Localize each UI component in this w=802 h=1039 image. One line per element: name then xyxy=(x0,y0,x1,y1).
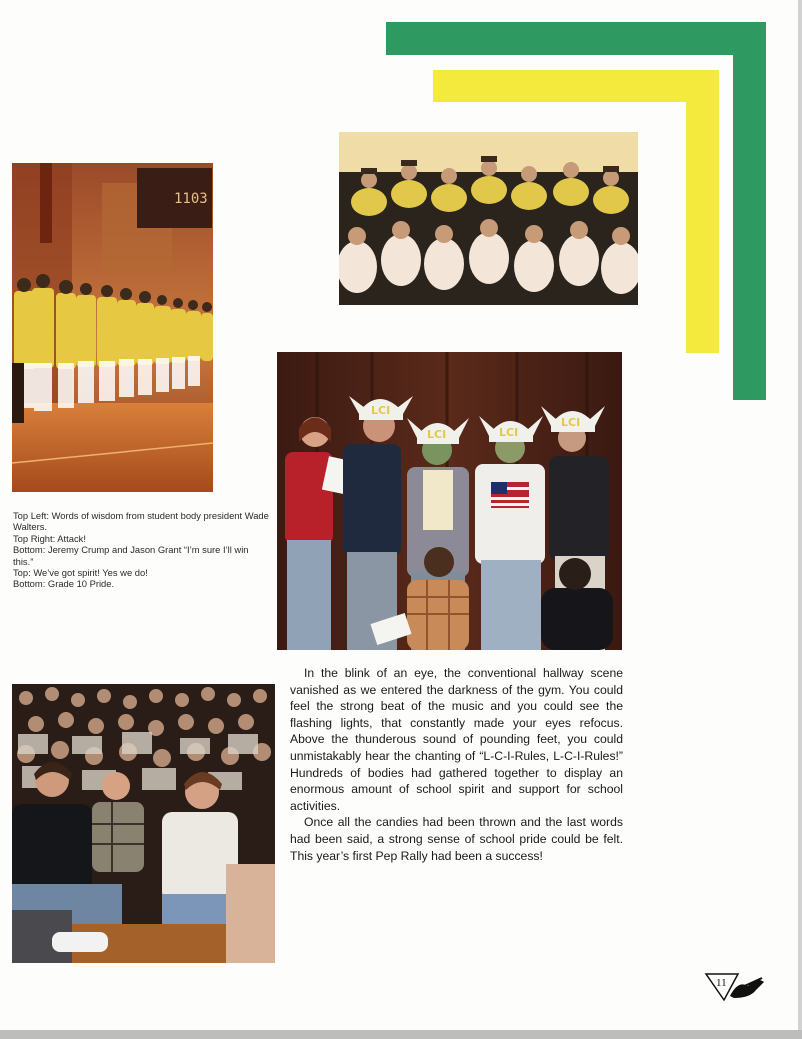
photo-crowd-attack xyxy=(339,132,638,305)
caption-bottom: Bottom: Grade 10 Pride. xyxy=(13,578,115,590)
caption-bottom-middle: Bottom: Jeremy Crump and Jason Grant “I’m sure I’ll win this.” xyxy=(13,544,249,567)
helmet-lettering-2: LCI xyxy=(427,428,447,441)
helmet-lettering-3: LCI xyxy=(499,426,519,439)
photo-lci-helmets-stage xyxy=(277,352,622,650)
helmet-lettering-4: LCI xyxy=(561,416,581,429)
page-edge-right xyxy=(798,0,802,1039)
green-corner-bar-vertical xyxy=(733,22,766,400)
page-number: 11 xyxy=(716,977,727,989)
scoreboard-digits: 1103 xyxy=(174,191,208,207)
yellow-corner-bar-horizontal xyxy=(433,70,719,102)
article-paragraph-2: Once all the candies had been thrown and the last words had been said, a strong sense of school pride could be felt. This year’s first Pep Rally had been a success! xyxy=(290,815,623,863)
yellow-corner-bar-vertical xyxy=(686,70,719,353)
caption-top-right: Top Right: Attack! xyxy=(13,532,86,544)
article-body xyxy=(290,665,623,864)
caption-top: Top: We’ve got spirit! Yes we do! xyxy=(13,567,148,579)
caption-top-left: Top Left: Words of wisdom from student body president Wade Walters. xyxy=(13,510,269,533)
photo-grade-10-crowd xyxy=(12,684,275,963)
photo-football-team-gym xyxy=(12,163,213,492)
photo-captions xyxy=(13,510,271,590)
folio-logo-icon xyxy=(704,972,768,1002)
green-corner-bar-horizontal xyxy=(386,22,766,55)
article-paragraph-1: In the blink of an eye, the conventional hallway scene vanished as we entered the darkness of the gym. You could feel the strong beat of the music and you could see the flashing lights, that constantly made your eyes refocus. Above the thunderous sound of pounding feet, you could unmistakably hear the chanting of “L-C-I-Rules, L-C-I-Rules!” Hundreds of bodies had gathered together to display an enormous amount of school spirit and support for school activities. xyxy=(290,666,623,813)
helmet-lettering-1: LCI xyxy=(371,404,391,417)
page-edge-bottom xyxy=(0,1030,802,1039)
